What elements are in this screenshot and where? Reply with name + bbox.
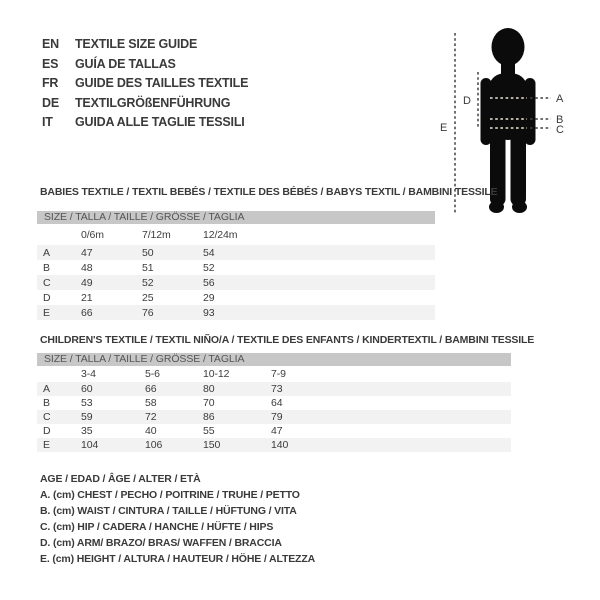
cell: 50: [142, 246, 154, 259]
cell: 59: [81, 411, 93, 423]
column-header: 10-12: [203, 368, 230, 380]
column-header: 7/12m: [142, 228, 171, 241]
language-row-fr: [42, 74, 248, 94]
row-label: B: [43, 397, 50, 409]
cell: 73: [271, 383, 283, 395]
cell: 76: [142, 306, 154, 319]
language-code: FR: [42, 76, 59, 90]
cell: 66: [81, 306, 93, 319]
children-column-header-row: [37, 366, 511, 382]
table-row: [37, 424, 511, 438]
legend-age-line: AGE / EDAD / ÂGE / ALTER / ETÀ: [40, 473, 201, 485]
children-table-title: CHILDREN'S TEXTILE / TEXTIL NIÑO/A / TEXTILE DES ENFANTS / KINDERTEXTIL / BAMBINI TESSILE: [40, 334, 535, 346]
table-row: [37, 305, 435, 320]
language-title: GUÍA DE TALLAS: [75, 56, 176, 71]
language-title: GUIDA ALLE TAGLIE TESSILI: [75, 115, 245, 129]
table-row: [37, 438, 511, 452]
cell: 52: [142, 276, 154, 289]
babies-column-header-row: [37, 224, 435, 245]
cell: 29: [203, 291, 215, 304]
row-label: A: [43, 246, 50, 259]
cell: 79: [271, 411, 283, 423]
measure-label-b: B: [556, 114, 564, 126]
legend-item-height: E. (cm) HEIGHT / ALTURA / HAUTEUR / HÖHE / ALTEZZA: [40, 553, 316, 565]
table-row: [37, 245, 435, 260]
cell: 53: [81, 397, 93, 409]
cell: 104: [81, 439, 99, 451]
row-label: E: [43, 306, 50, 319]
babies-size-header: SIZE / TALLA / TAILLE / GRÖSSE / TAGLIA: [37, 211, 435, 224]
measure-label-e: E: [440, 122, 448, 134]
children-size-table: [37, 353, 511, 452]
measurement-legend: [40, 471, 315, 567]
cell: 60: [81, 383, 93, 395]
cell: 55: [203, 425, 215, 437]
cell: 56: [203, 276, 215, 289]
measure-label-c: C: [556, 124, 564, 136]
language-row-de: [42, 94, 248, 114]
row-label: E: [43, 439, 50, 451]
column-header: 0/6m: [81, 228, 104, 241]
language-title: GUIDE DES TAILLES TEXTILE: [75, 76, 249, 90]
legend-item-hip: C. (cm) HIP / CADERA / HANCHE / HÜFTE / HIPS: [40, 521, 274, 533]
children-size-header: SIZE / TALLA / TAILLE / GRÖSSE / TAGLIA: [37, 353, 511, 366]
measure-label-a: A: [556, 93, 564, 105]
cell: 51: [142, 261, 154, 274]
cell: 80: [203, 383, 215, 395]
table-row: [37, 382, 511, 396]
table-row: [37, 410, 511, 424]
cell: 86: [203, 411, 215, 423]
language-title: TEXTILGRÖßENFÜHRUNG: [75, 95, 231, 110]
measure-label-d: D: [463, 95, 471, 107]
cell: 58: [145, 397, 157, 409]
language-code: ES: [42, 56, 59, 71]
row-label: A: [43, 383, 50, 395]
table-row: [37, 260, 435, 275]
row-label: D: [43, 425, 51, 437]
cell: 140: [271, 439, 289, 451]
cell: 35: [81, 425, 93, 437]
cell: 66: [145, 383, 157, 395]
cell: 150: [203, 439, 221, 451]
cell: 21: [81, 291, 93, 304]
column-header: 12/24m: [203, 228, 238, 241]
row-label: C: [43, 411, 51, 423]
table-row: [37, 396, 511, 410]
table-row: [37, 290, 435, 305]
table-row: [37, 275, 435, 290]
cell: 52: [203, 261, 215, 274]
cell: 54: [203, 246, 215, 259]
cell: 106: [145, 439, 163, 451]
language-title: TEXTILE SIZE GUIDE: [75, 37, 198, 51]
language-code: EN: [42, 37, 59, 51]
legend-item-chest: A. (cm) CHEST / PECHO / POITRINE / TRUHE / PETTO: [40, 489, 300, 501]
cell: 47: [271, 425, 283, 437]
language-row-it: [42, 113, 248, 133]
column-header: 5-6: [145, 368, 160, 380]
cell: 25: [142, 291, 154, 304]
cell: 72: [145, 411, 157, 423]
cell: 48: [81, 261, 93, 274]
row-label: B: [43, 261, 50, 274]
babies-size-table: [37, 211, 435, 320]
language-row-en: [42, 35, 248, 55]
babies-table-title: BABIES TEXTILE / TEXTIL BEBÉS / TEXTILE DES BÉBÉS / BABYS TEXTIL / BAMBINI TESSILE: [40, 186, 498, 198]
column-header: 7-9: [271, 368, 286, 380]
cell: 49: [81, 276, 93, 289]
cell: 70: [203, 397, 215, 409]
row-label: D: [43, 291, 51, 304]
cell: 47: [81, 246, 93, 259]
legend-item-waist: B. (cm) WAIST / CINTURA / TAILLE / HÜFTUNG / VITA: [40, 505, 297, 517]
column-header: 3-4: [81, 368, 96, 380]
language-row-es: [42, 55, 248, 75]
cell: 40: [145, 425, 157, 437]
cell: 93: [203, 306, 215, 319]
row-label: C: [43, 276, 51, 289]
language-code: IT: [42, 115, 53, 129]
legend-item-arm: D. (cm) ARM/ BRAZO/ BRAS/ WAFFEN / BRACCIA: [40, 537, 282, 549]
language-title-list: [42, 35, 248, 133]
language-code: DE: [42, 95, 59, 110]
cell: 64: [271, 397, 283, 409]
